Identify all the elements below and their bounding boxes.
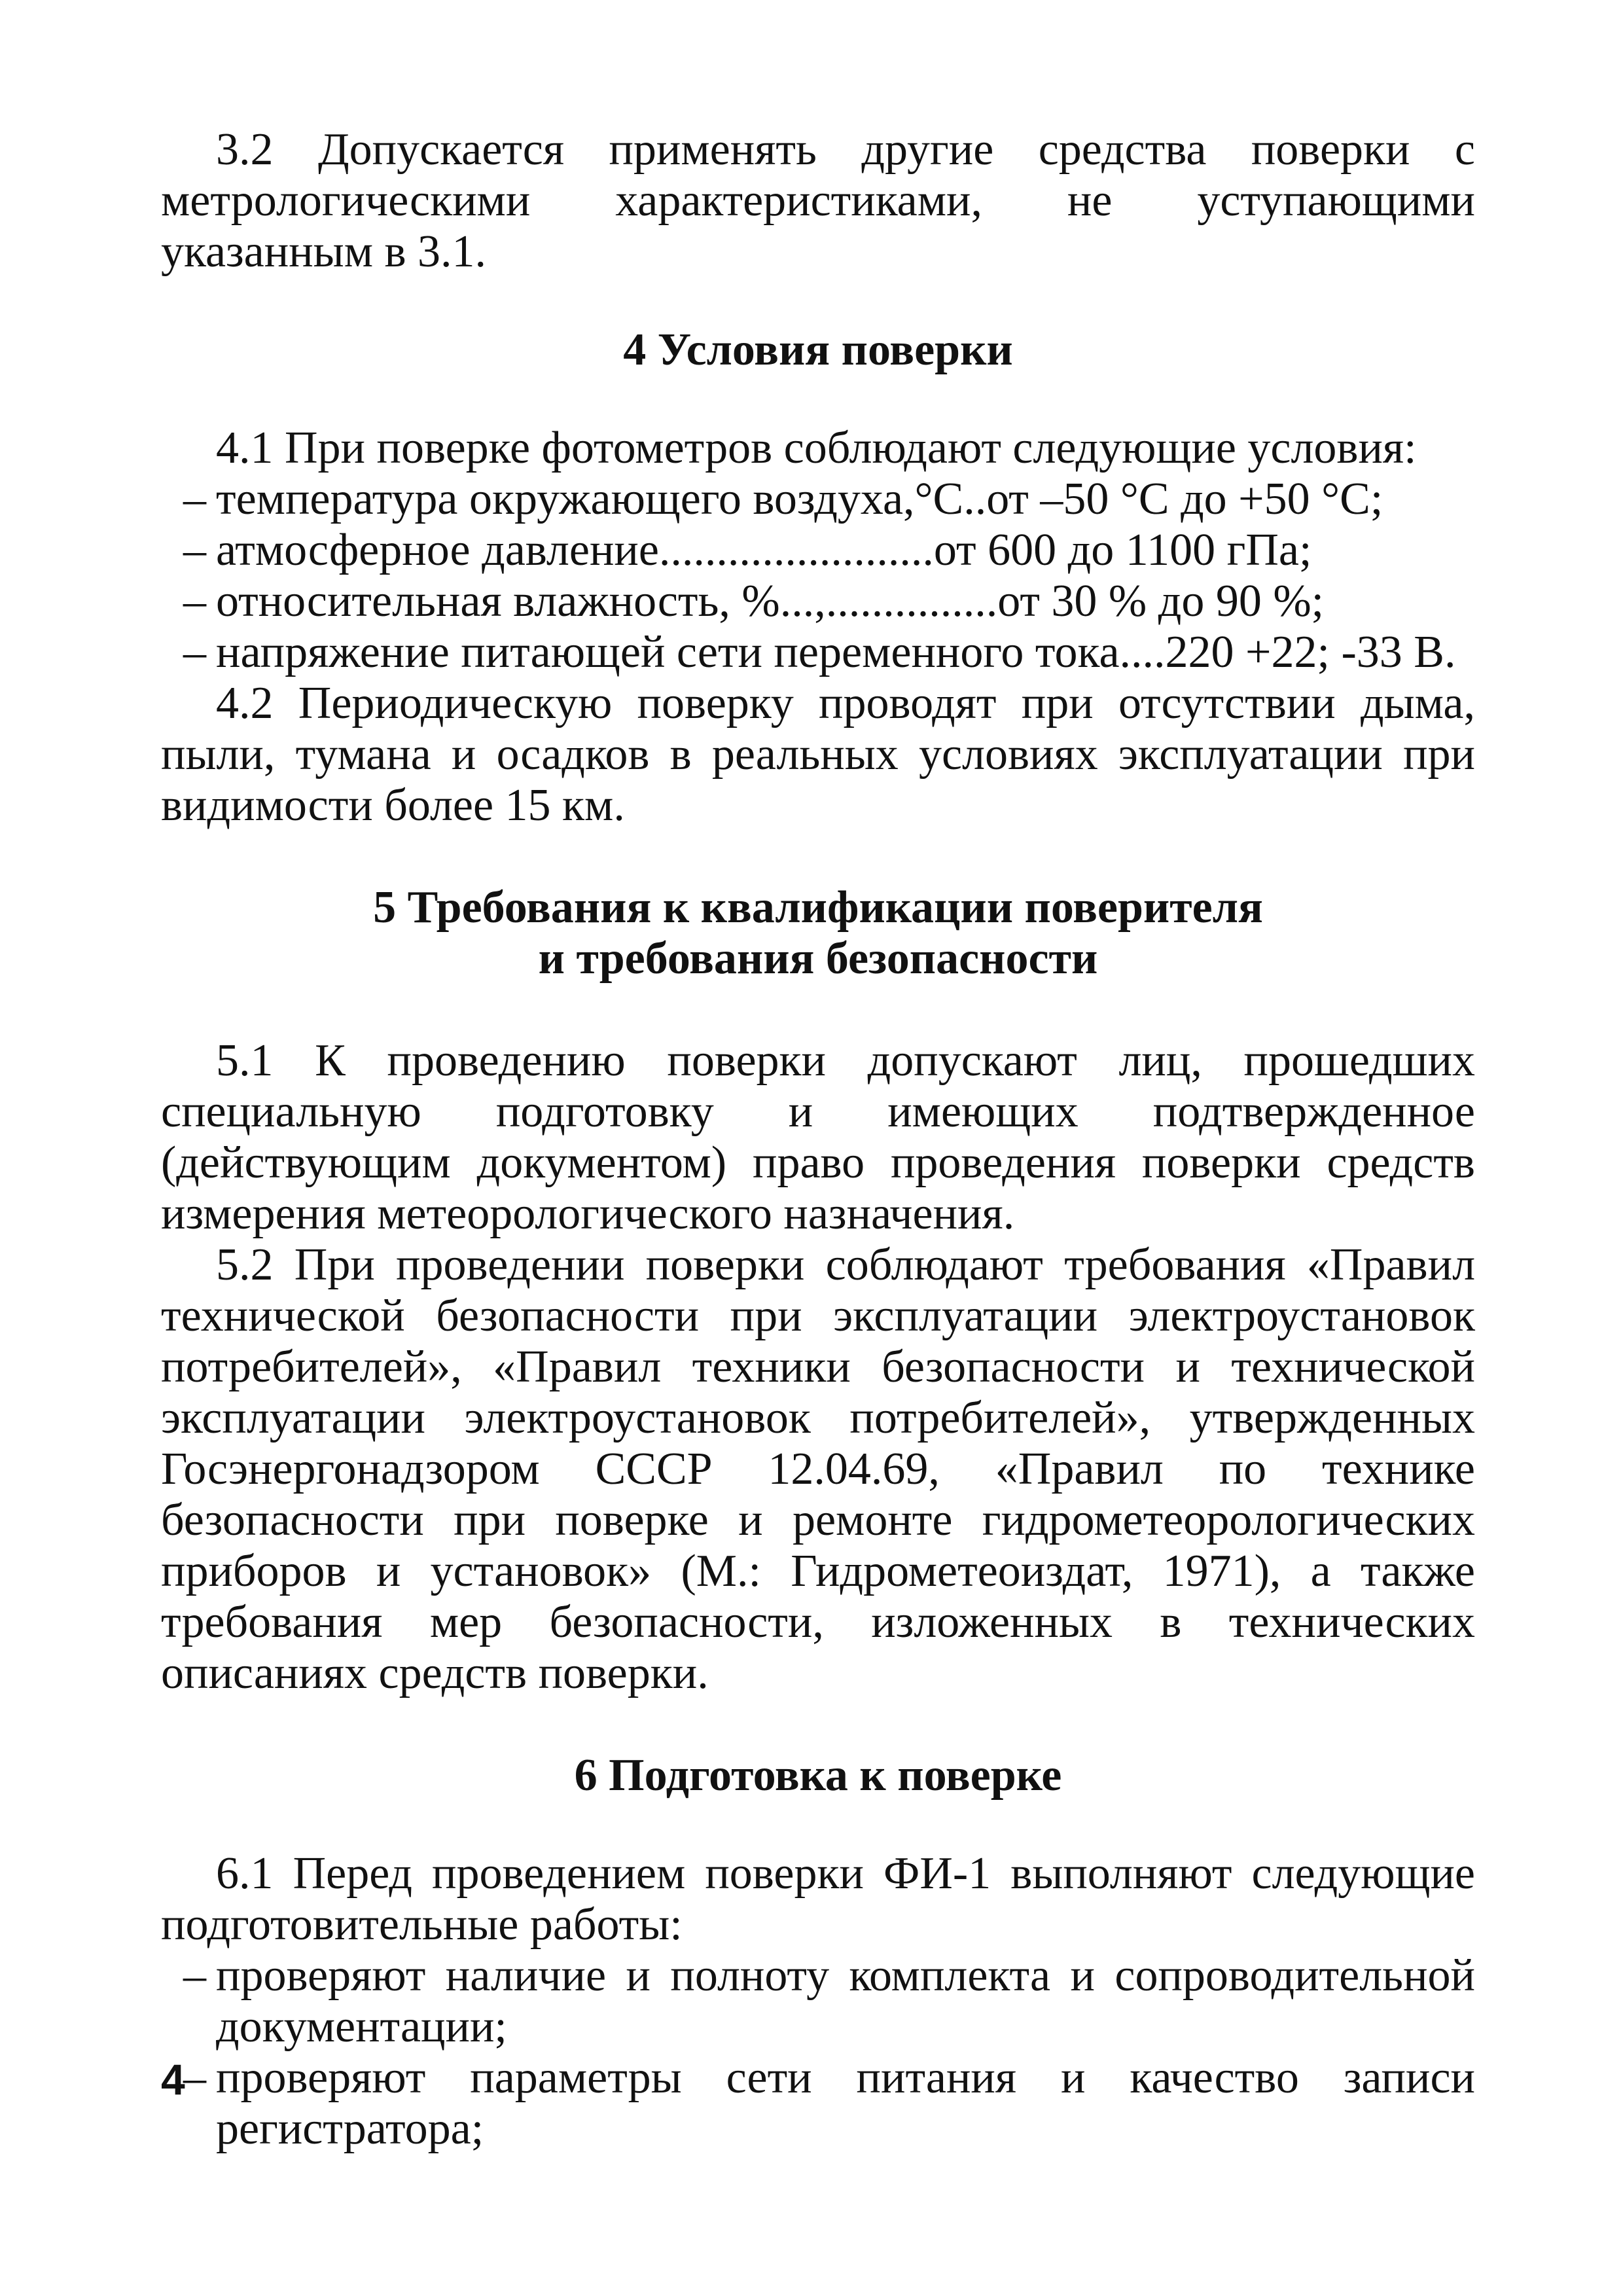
list-item-power-check: – проверяют параметры сети питания и качество записи регистратора; [183,2053,1475,2154]
paragraph-4-1: 4.1 При поверке фотометров соблюдают следующие условия: [216,423,1417,473]
heading-section-4: 4 Условия поверки [623,325,1013,375]
dash-bullet: – [183,576,206,626]
list-item-voltage: – напряжение питающей сети переменного тока....220 +22; -33 В. [183,627,1456,677]
paragraph-5-2: 5.2 При проведении поверки соблюдают требования «Правил технической безопасности при эксплуатации электроустановок потребителей», «Правил техники безопасности и технической эксплуатации электроустановок потребителей», утвержденных Госэнергонадзором СССР 12.04.69, «Правил по технике безопасности при поверке и ремонте гидрометеорологических приборов и установок» (М.: Гидрометеоиздат, 1971), а также требования мер безопасности, изложенных в технических описаниях средств поверки. [161,1240,1475,1698]
dash-bullet: – [183,525,206,575]
dash-bullet: – [183,627,206,677]
dash-bullet: – [183,1950,206,2001]
dash-bullet: – [183,2053,206,2103]
paragraph-4-2: 4.2 Периодическую поверку проводят при отсутствии дыма, пыли, тумана и осадков в реальных условиях эксплуатации при видимости более 15 км. [161,678,1475,831]
paragraph-5-1: 5.1 К проведению поверки допускают лиц, прошедших специальную подготовку и имеющих подтвержденное (действующим документом) право проведения поверки средств измерения метеорологического назначения. [161,1035,1475,1239]
paragraph-3-2: 3.2 Допускается применять другие средства поверки с метрологическими характеристиками, не уступающими указанным в 3.1. [161,124,1475,277]
dash-bullet: – [183,474,206,524]
list-item-temperature: – температура окружающего воздуха,°С..от –50 °С до +50 °С; [183,474,1383,524]
list-item-pressure: – атмосферное давление........................от 600 до 1100 гПа; [183,525,1312,575]
list-item-documentation: – проверяют наличие и полноту комплекта и сопроводительной документации; [183,1950,1475,2052]
heading-section-6: 6 Подготовка к поверке [574,1750,1062,1801]
heading-section-5-line-2: и требования безопасности [538,933,1098,984]
page-number: 4 [161,2055,185,2104]
list-item-humidity: – относительная влажность, %...,...............от 30 % до 90 %; [183,576,1325,626]
heading-section-5-line-1: 5 Требования к квалификации поверителя [373,882,1263,933]
paragraph-6-1: 6.1 Перед проведением поверки ФИ-1 выполняют следующие подготовительные работы: [161,1848,1475,1950]
document-page [161,124,1475,2155]
